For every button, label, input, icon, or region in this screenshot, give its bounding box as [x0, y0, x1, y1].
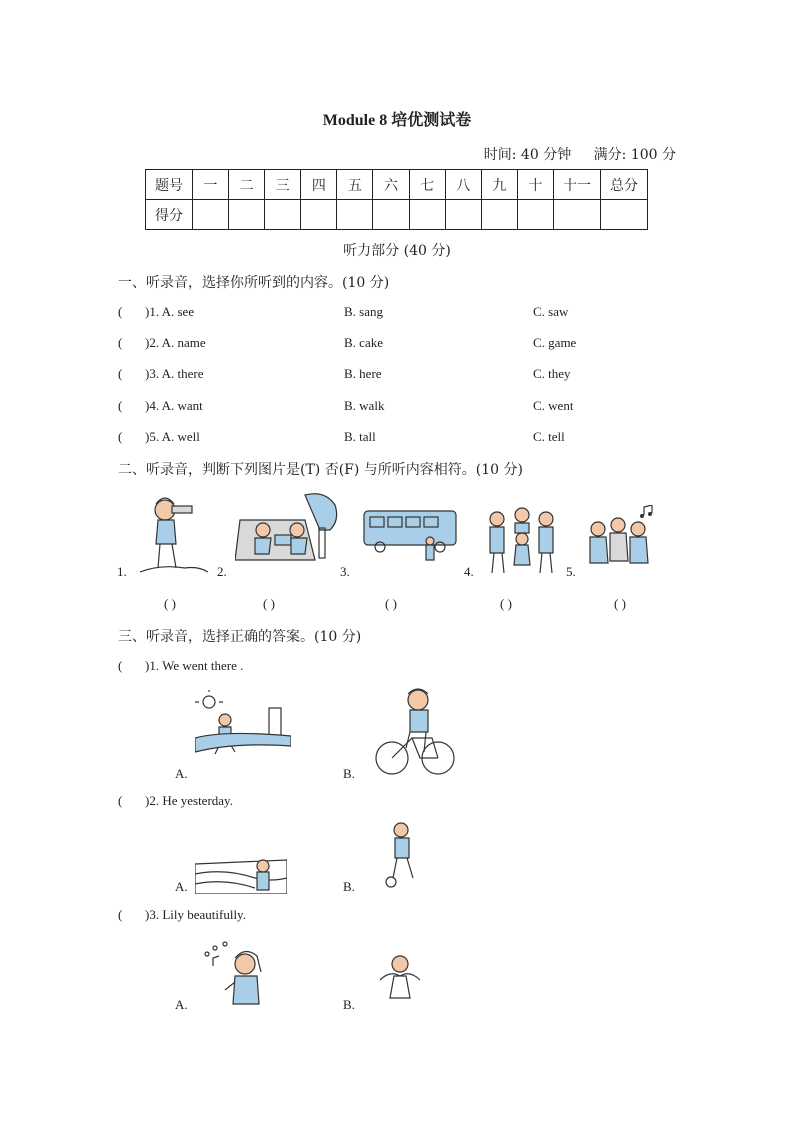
- picture-children-playing: [482, 505, 562, 577]
- s3-q3-paren[interactable]: (: [118, 907, 136, 922]
- listening-heading: 听力部分 (40 分): [343, 243, 451, 259]
- time-limit: 时间: 40 分钟: [483, 147, 572, 163]
- score-table: [145, 169, 648, 230]
- cell-h2: 二: [229, 170, 265, 200]
- picture-girl-singing: [195, 938, 275, 1010]
- cell-h11: 十一: [554, 170, 601, 200]
- s1-q1-option-c[interactable]: C. saw: [533, 304, 569, 319]
- picture-walking-park: [195, 690, 291, 760]
- cell-h1: 一: [193, 170, 229, 200]
- s3-q2-option-b[interactable]: B.: [343, 879, 355, 894]
- score-cell[interactable]: [517, 200, 553, 230]
- score-cell[interactable]: [481, 200, 517, 230]
- section2-title: 二、听录音，判断下列图片是(T) 否(F) 与所听内容相符。(10 分): [118, 462, 523, 478]
- cell-h8: 八: [445, 170, 481, 200]
- score-cell[interactable]: [265, 200, 301, 230]
- picture-boy-telescope: [140, 492, 210, 577]
- s1-q5-paren[interactable]: (: [118, 429, 136, 444]
- cell-total: 总分: [601, 170, 648, 200]
- s1-q1-option-b[interactable]: B. sang: [344, 304, 383, 319]
- score-table-header-row: [146, 170, 648, 200]
- s1-q3-paren[interactable]: (: [118, 366, 136, 381]
- cell-label: 题号: [146, 170, 193, 200]
- s2-label-1: 1.: [117, 564, 127, 579]
- s3-q1-paren[interactable]: (: [118, 658, 136, 673]
- s3-q2-paren[interactable]: (: [118, 793, 136, 808]
- picture-girl-dancing: [376, 952, 424, 1004]
- s1-q4-option-c[interactable]: C. went: [533, 398, 574, 413]
- s2-answer-4[interactable]: ( ): [500, 596, 512, 611]
- s1-q2-paren[interactable]: (: [118, 335, 136, 350]
- s1-q5-option-b[interactable]: B. tall: [344, 429, 376, 444]
- s2-answer-3[interactable]: ( ): [385, 596, 397, 611]
- s1-q5-option-a[interactable]: )5. A. well: [145, 429, 200, 444]
- picture-singing-group: [586, 505, 664, 573]
- s3-q3-option-b[interactable]: B.: [343, 997, 355, 1012]
- s3-q3-option-a[interactable]: A.: [175, 997, 188, 1012]
- picture-boy-ball: [383, 820, 423, 890]
- s2-label-2: 2.: [217, 564, 227, 579]
- s1-q2-option-a[interactable]: )2. A. name: [145, 335, 206, 350]
- cell-h4: 四: [301, 170, 337, 200]
- score-cell[interactable]: [445, 200, 481, 230]
- s2-answer-2[interactable]: ( ): [263, 596, 275, 611]
- score-table-score-row: [146, 200, 648, 230]
- picture-bus: [360, 505, 460, 565]
- s2-label-4: 4.: [464, 564, 474, 579]
- cell-h10: 十: [517, 170, 553, 200]
- cell-h3: 三: [265, 170, 301, 200]
- s1-q4-paren[interactable]: (: [118, 398, 136, 413]
- section3-title: 三、听录音，选择正确的答案。(10 分): [118, 629, 362, 645]
- s2-label-5: 5.: [566, 564, 576, 579]
- s3-q1-option-a[interactable]: A.: [175, 766, 188, 781]
- s3-q1-option-b[interactable]: B.: [343, 766, 355, 781]
- score-cell[interactable]: [229, 200, 265, 230]
- s3-q2-option-a[interactable]: A.: [175, 879, 188, 894]
- s1-q1-paren[interactable]: (: [118, 304, 136, 319]
- exam-meta: [466, 144, 676, 164]
- score-cell[interactable]: [301, 200, 337, 230]
- s1-q3-option-b[interactable]: B. here: [344, 366, 382, 381]
- picture-boy-bike: [372, 686, 457, 778]
- score-cell[interactable]: [409, 200, 445, 230]
- cell-h6: 六: [373, 170, 409, 200]
- score-cell[interactable]: [554, 200, 601, 230]
- s2-answer-1[interactable]: ( ): [164, 596, 176, 611]
- s3-q1-text: )1. We went there .: [145, 658, 244, 673]
- section1-title: 一、听录音，选择你所听到的内容。(10 分): [118, 275, 390, 291]
- picture-picnic: [235, 490, 340, 570]
- s1-q1-option-a[interactable]: )1. A. see: [145, 304, 195, 319]
- cell-h7: 七: [409, 170, 445, 200]
- s2-answer-5[interactable]: ( ): [614, 596, 626, 611]
- s1-q2-option-c[interactable]: C. game: [533, 335, 577, 350]
- s2-label-3: 3.: [340, 564, 350, 579]
- s1-q4-option-a[interactable]: )4. A. want: [145, 398, 203, 413]
- page-title: Module 8 培优测试卷: [322, 112, 472, 129]
- score-cell[interactable]: [373, 200, 409, 230]
- cell-h9: 九: [481, 170, 517, 200]
- cell-h5: 五: [337, 170, 373, 200]
- s1-q3-option-c[interactable]: C. they: [533, 366, 571, 381]
- s1-q2-option-b[interactable]: B. cake: [344, 335, 383, 350]
- picture-river-view: [195, 854, 287, 894]
- s3-q3-text: )3. Lily beautifully.: [145, 907, 246, 922]
- score-cell[interactable]: [601, 200, 648, 230]
- s1-q4-option-b[interactable]: B. walk: [344, 398, 385, 413]
- full-score: 满分: 100 分: [593, 147, 676, 163]
- s1-q3-option-a[interactable]: )3. A. there: [145, 366, 204, 381]
- s3-q2-text: )2. He yesterday.: [145, 793, 233, 808]
- score-cell[interactable]: [193, 200, 229, 230]
- s1-q5-option-c[interactable]: C. tell: [533, 429, 565, 444]
- score-cell[interactable]: [337, 200, 373, 230]
- cell-score-label: 得分: [146, 200, 193, 230]
